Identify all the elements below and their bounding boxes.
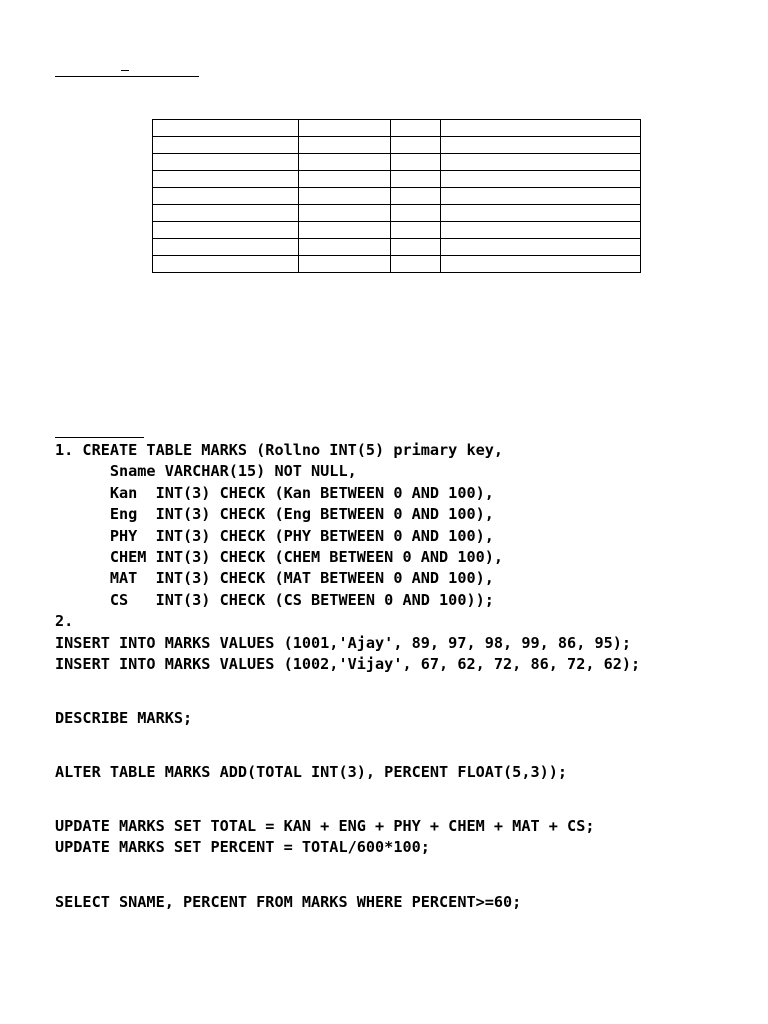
code-line: CS INT(3) CHECK (CS BETWEEN 0 AND 100)); [55,590,494,609]
code-line: MAT INT(3) CHECK (MAT BETWEEN 0 AND 100), [55,569,494,588]
table-cell [153,222,299,239]
title-underline [55,76,199,77]
table-cell [441,154,641,171]
table-cell [153,154,299,171]
table-cell [299,171,391,188]
table-cell [391,171,441,188]
table-cell [441,137,641,154]
table-cell [153,137,299,154]
table-cell [153,205,299,222]
sql-block-describe [55,708,192,729]
table-cell [299,120,391,137]
code-line: SELECT SNAME, PERCENT FROM MARKS WHERE PERCENT>=60; [55,893,522,911]
table-cell [441,256,641,273]
code-line: Eng INT(3) CHECK (Eng BETWEEN 0 AND 100), [55,505,494,524]
code-line: INSERT INTO MARKS VALUES (1002,'Vijay', 67, 62, 72, 86, 72, 62); [55,655,641,674]
table-cell [441,188,641,205]
table-row [153,171,641,188]
table-cell [441,120,641,137]
table-cell [441,205,641,222]
table-cell [391,222,441,239]
table-cell [153,239,299,256]
code-line: UPDATE MARKS SET TOTAL = KAN + ENG + PHY + CHEM + MAT + CS; [55,817,595,835]
code-line: 2. [55,612,74,631]
table-cell [441,222,641,239]
code-line: INSERT INTO MARKS VALUES (1001,'Ajay', 89, 97, 98, 99, 86, 95); [55,633,632,652]
table-row [153,239,641,256]
table-row [153,205,641,222]
table-cell [441,171,641,188]
table-row [153,120,641,137]
code-line: Sname VARCHAR(15) NOT NULL, [55,462,357,481]
section-heading-underline [55,437,144,438]
table-cell [391,154,441,171]
table-cell [299,222,391,239]
table-row [153,154,641,171]
code-line: UPDATE MARKS SET PERCENT = TOTAL/600*100; [55,838,430,857]
table-cell [391,256,441,273]
code-line: ALTER TABLE MARKS ADD(TOTAL INT(3), PERCENT FLOAT(5,3)); [55,763,568,781]
code-line: CHEM INT(3) CHECK (CHEM BETWEEN 0 AND 100), [55,548,504,567]
title-dash [121,70,129,71]
sql-block-alter [55,762,567,783]
code-line: DESCRIBE MARKS; [55,709,193,727]
table-cell [153,188,299,205]
code-line: Kan INT(3) CHECK (Kan BETWEEN 0 AND 100), [55,483,494,502]
table-cell [299,239,391,256]
table-cell [153,256,299,273]
sql-block-update [55,816,594,859]
table-cell [391,137,441,154]
table-cell [391,120,441,137]
table-cell [299,205,391,222]
table-cell [391,188,441,205]
sql-block-create-insert [55,440,640,675]
schema-table-body [153,120,641,273]
table-row [153,137,641,154]
code-line: PHY INT(3) CHECK (PHY BETWEEN 0 AND 100), [55,526,494,545]
sql-block-select [55,892,521,913]
table-row [153,188,641,205]
schema-table [152,119,641,273]
table-cell [153,120,299,137]
table-row [153,256,641,273]
table-cell [391,205,441,222]
table-row [153,222,641,239]
table-cell [391,239,441,256]
table-cell [153,171,299,188]
code-line: 1. CREATE TABLE MARKS (Rollno INT(5) primary key, [55,441,504,459]
table-cell [299,137,391,154]
table-cell [299,154,391,171]
table-cell [299,188,391,205]
table-cell [299,256,391,273]
table-cell [441,239,641,256]
